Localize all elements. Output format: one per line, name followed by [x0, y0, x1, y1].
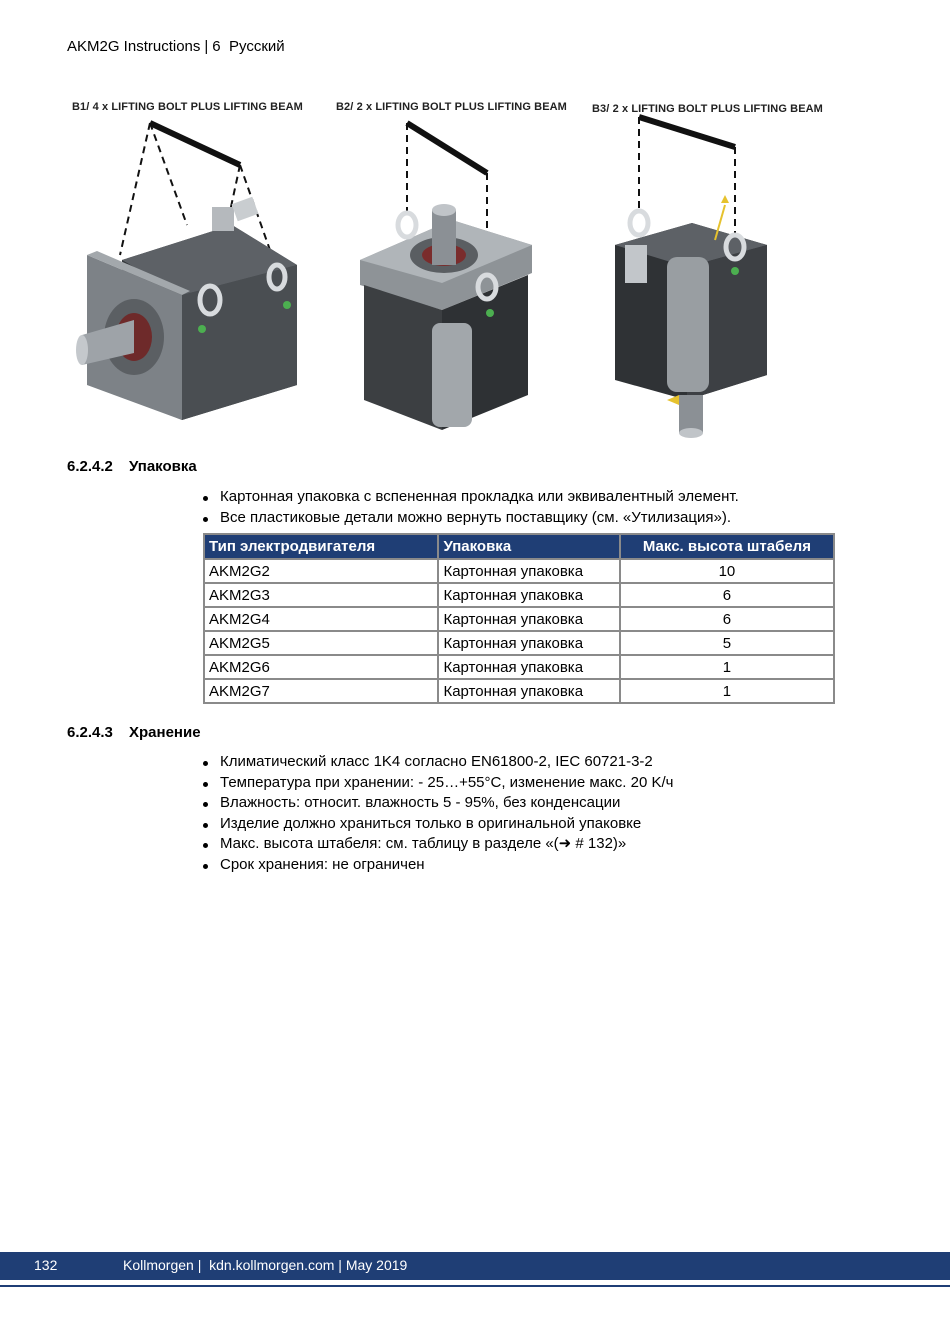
- table-cell: Картонная упаковка: [438, 559, 619, 583]
- table-row: [204, 679, 834, 703]
- website-link[interactable]: kdn.kollmorgen.com: [209, 1257, 335, 1273]
- table-cell: Картонная упаковка: [438, 631, 619, 655]
- list-item: Температура при хранении: - 25…+55°C, изменение макс. 20 K/ч: [202, 773, 673, 794]
- table-cell: AKM2G2: [204, 559, 438, 583]
- table-cell: 1: [620, 655, 834, 679]
- figure-b2: [332, 95, 567, 440]
- footer-info: Kollmorgen | kdn.kollmorgen.com | May 2019: [123, 1257, 408, 1273]
- lifting-figures: [62, 95, 832, 440]
- figure-b1: [62, 95, 307, 440]
- table-cell: 1: [620, 679, 834, 703]
- list-item: Все пластиковые детали можно вернуть поставщику (см. «Утилизация»).: [202, 508, 739, 529]
- table-header-row: [204, 534, 834, 559]
- section-number: 6.2.4.2: [67, 458, 113, 475]
- page-number: 132: [34, 1257, 58, 1273]
- table-cell: AKM2G4: [204, 607, 438, 631]
- list-item[interactable]: Макс. высота штабеля: см. таблицу в разделе «(➜ # 132)»: [202, 834, 673, 855]
- table-row: [204, 655, 834, 679]
- table-cell: AKM2G7: [204, 679, 438, 703]
- figure-b1-label: B1/ 4 x LIFTING BOLT PLUS LIFTING BEAM: [72, 101, 303, 113]
- table-cell: 10: [620, 559, 834, 583]
- table-row: [204, 559, 834, 583]
- list-item: Климатический класс 1K4 согласно EN61800-2, IEC 60721-3-2: [202, 752, 673, 773]
- footer-divider: [0, 1285, 950, 1287]
- table-row: [204, 607, 834, 631]
- table-cell: AKM2G6: [204, 655, 438, 679]
- doc-title: AKM2G Instructions: [67, 38, 201, 55]
- page-header: AKM2G Instructions | 6 Русский: [67, 38, 285, 55]
- table-row: [204, 583, 834, 607]
- page-footer: [0, 1252, 950, 1280]
- table-cell: AKM2G5: [204, 631, 438, 655]
- language-label: Русский: [228, 38, 285, 55]
- table-row: [204, 631, 834, 655]
- column-header-packaging: Упаковка: [438, 534, 619, 559]
- section-title: Упаковка: [129, 458, 197, 475]
- table-cell: Картонная упаковка: [438, 679, 619, 703]
- table-cell: Картонная упаковка: [438, 607, 619, 631]
- figure-b3: [587, 95, 832, 440]
- table-cell: 6: [620, 583, 834, 607]
- section-heading-packaging: [67, 458, 197, 475]
- table-cell: Картонная упаковка: [438, 655, 619, 679]
- chapter-number: 6: [212, 38, 221, 55]
- packaging-table: [203, 533, 835, 704]
- list-item: Изделие должно храниться только в оригинальной упаковке: [202, 814, 673, 835]
- company-name: Kollmorgen: [123, 1257, 194, 1273]
- motor-b1-illustration: [62, 95, 307, 440]
- list-item: Картонная упаковка с вспененная прокладка или эквивалентный элемент.: [202, 487, 739, 508]
- section-title: Хранение: [129, 724, 201, 741]
- packaging-bullet-list: [202, 487, 739, 528]
- figure-b3-label: B3/ 2 x LIFTING BOLT PLUS LIFTING BEAM: [592, 103, 823, 115]
- motor-b3-illustration: [587, 95, 832, 440]
- table-cell: Картонная упаковка: [438, 583, 619, 607]
- section-heading-storage: [67, 724, 201, 741]
- list-item: Срок хранения: не ограничен: [202, 855, 673, 876]
- table-cell: 5: [620, 631, 834, 655]
- column-header-max-stack: Макс. высота штабеля: [620, 534, 834, 559]
- table-cell: 6: [620, 607, 834, 631]
- publication-date: May 2019: [345, 1257, 408, 1273]
- table-cell: AKM2G3: [204, 583, 438, 607]
- storage-bullet-list: [202, 752, 673, 875]
- section-number: 6.2.4.3: [67, 724, 113, 741]
- column-header-motor-type: Тип электродвигателя: [204, 534, 438, 559]
- list-item: Влажность: относит. влажность 5 - 95%, без конденсации: [202, 793, 673, 814]
- motor-b2-illustration: [332, 95, 562, 440]
- figure-b2-label: B2/ 2 x LIFTING BOLT PLUS LIFTING BEAM: [336, 101, 567, 113]
